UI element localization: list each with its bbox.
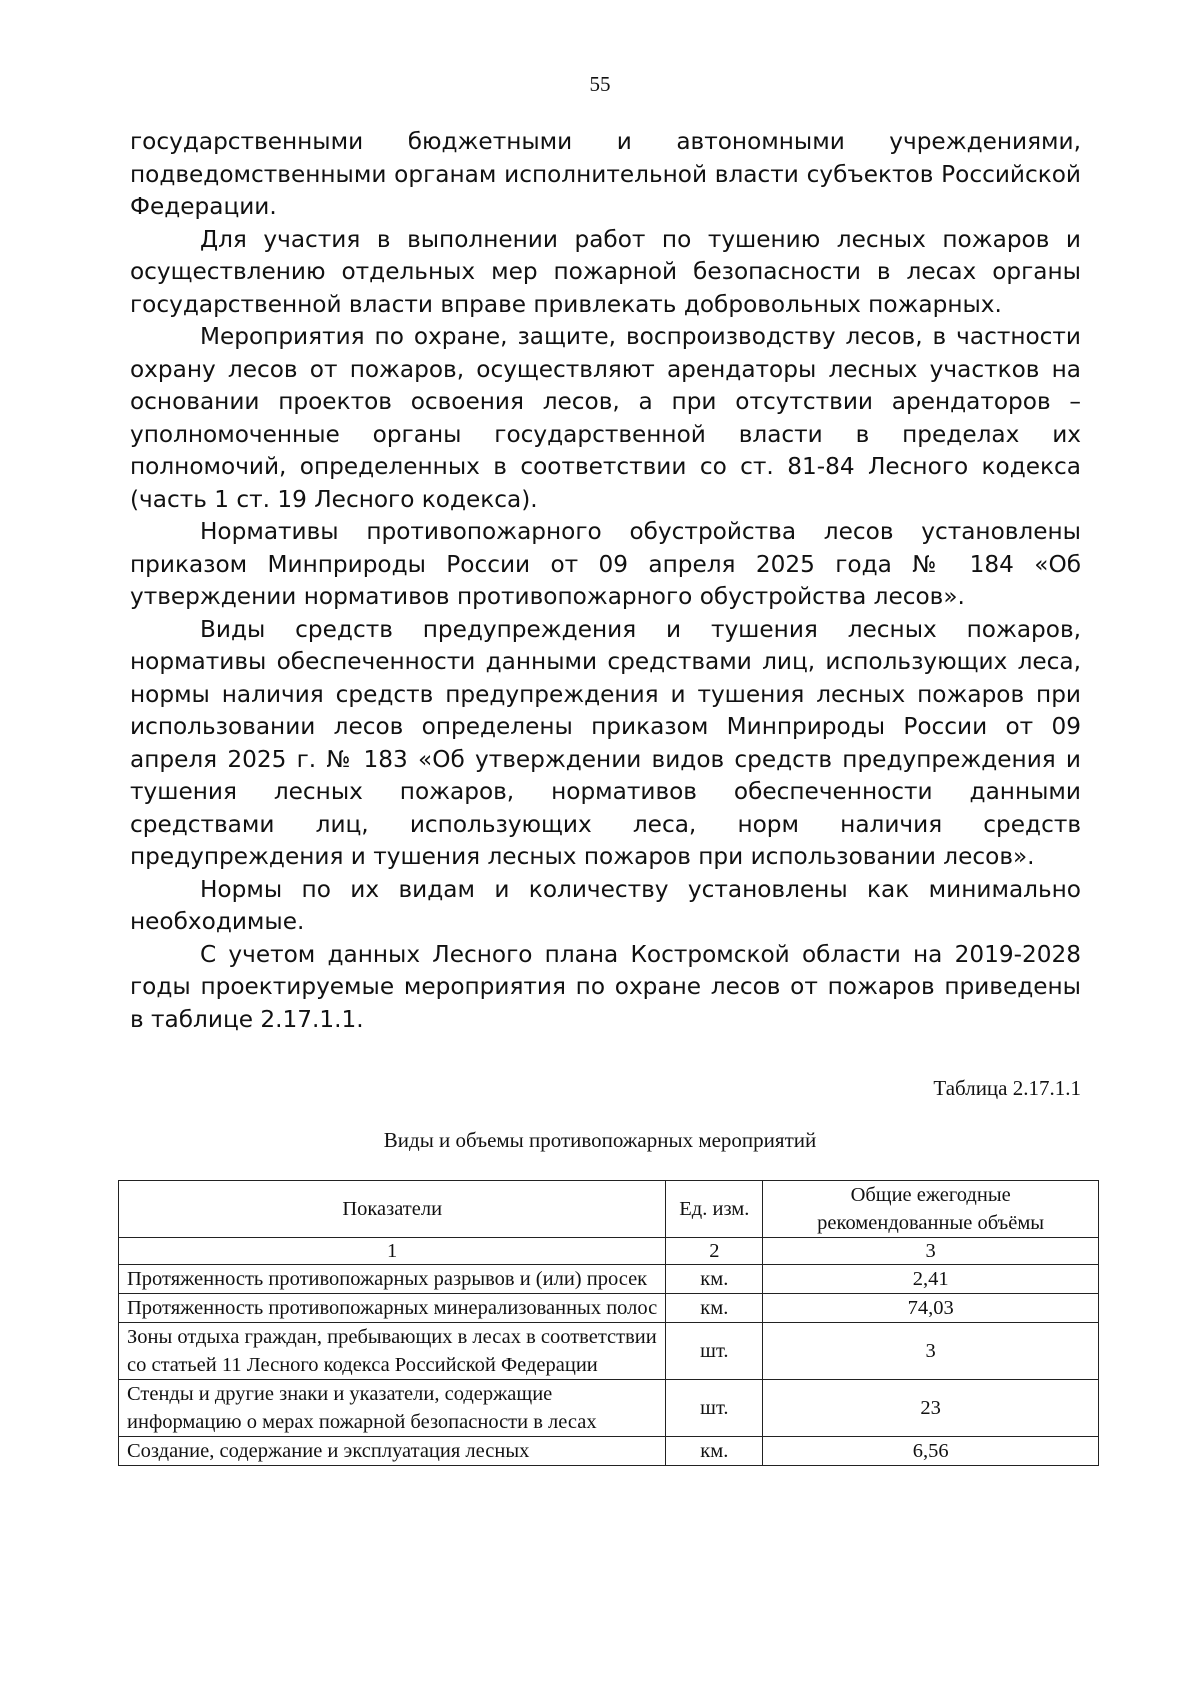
header-volume: Общие ежегодные рекомендованные объёмы	[763, 1181, 1099, 1238]
header-unit: Ед. изм.	[666, 1181, 763, 1238]
column-numbers-row	[119, 1238, 1099, 1265]
paragraph: Нормы по их видам и количеству установлены как минимально необходимые.	[130, 875, 1081, 935]
paragraph: Для участия в выполнении работ по тушению лесных пожаров и осуществлению отдельных мер пожарной безопасности в лесах органы государственной власти вправе привлекать добровольных пожарных.	[130, 225, 1081, 318]
column-number: 1	[119, 1238, 666, 1265]
value-cell: 3	[763, 1323, 1099, 1380]
column-number: 3	[763, 1238, 1099, 1265]
body-text	[130, 126, 1081, 1036]
unit-cell: шт.	[666, 1380, 763, 1437]
indicator-cell: Создание, содержание и эксплуатация лесных	[119, 1437, 666, 1466]
unit-cell: шт.	[666, 1323, 763, 1380]
column-number: 2	[666, 1238, 763, 1265]
fire-measures-table	[118, 1180, 1099, 1466]
paragraph: Мероприятия по охране, защите, воспроизводству лесов, в частности охрану лесов от пожаров, осуществляют арендаторы лесных участков на основании проектов освоения лесов, а при отсутствии арендаторов – уполномоченные органы государственной власти в пределах их полномочий, определенных в соответствии со ст. 81-84 Лесного кодекса (часть 1 ст. 19 Лесного кодекса).	[130, 323, 1081, 513]
table-row	[119, 1380, 1099, 1437]
table-row	[119, 1437, 1099, 1466]
unit-cell: км.	[666, 1265, 763, 1294]
paragraph: государственными бюджетными и автономными учреждениями, подведомственными органам исполнительной власти субъектов Российской Федерации.	[130, 128, 1081, 220]
paragraph: Нормативы противопожарного обустройства лесов установлены приказом Минприроды России от 09 апреля 2025 года № 184 «Об утверждении нормативов противопожарного обустройства лесов».	[130, 518, 1081, 610]
table-title: Виды и объемы противопожарных мероприятий	[383, 1128, 817, 1152]
header-indicator: Показатели	[119, 1181, 666, 1238]
paragraph: С учетом данных Лесного плана Костромской области на 2019-2028 годы проектируемые мероприятия по охране лесов от пожаров приведены в таблице 2.17.1.1.	[130, 940, 1081, 1033]
table-header-row	[119, 1181, 1099, 1238]
unit-cell: км.	[666, 1294, 763, 1323]
value-cell: 2,41	[763, 1265, 1099, 1294]
value-cell: 23	[763, 1380, 1099, 1437]
paragraph: Виды средств предупреждения и тушения лесных пожаров, нормативы обеспеченности данными средствами лиц, использующих леса, нормы наличия средств предупреждения и тушения лесных пожаров при использовании лесов определены приказом Минприроды России от 09 апреля 2025 г. № 183 «Об утверждении видов средств предупреждения и тушения лесных пожаров, нормативов обеспеченности данными средствами лиц, использующих леса, норм наличия средств предупреждения и тушения лесных пожаров при использовании лесов».	[130, 615, 1081, 870]
table-row	[119, 1323, 1099, 1380]
indicator-cell: Зоны отдыха граждан, пребывающих в лесах в соответствии со статьей 11 Лесного кодекса Российской Федерации	[119, 1323, 666, 1380]
indicator-cell: Стенды и другие знаки и указатели, содержащие информацию о мерах пожарной безопасности в лесах	[119, 1380, 666, 1437]
table-label: Таблица 2.17.1.1	[933, 1076, 1081, 1100]
table-row	[119, 1265, 1099, 1294]
indicator-cell: Протяженность противопожарных минерализованных полос	[119, 1294, 666, 1323]
page-number: 55	[589, 72, 611, 96]
value-cell: 6,56	[763, 1437, 1099, 1466]
table-row	[119, 1294, 1099, 1323]
unit-cell: км.	[666, 1437, 763, 1466]
indicator-cell: Протяженность противопожарных разрывов и (или) просек	[119, 1265, 666, 1294]
value-cell: 74,03	[763, 1294, 1099, 1323]
